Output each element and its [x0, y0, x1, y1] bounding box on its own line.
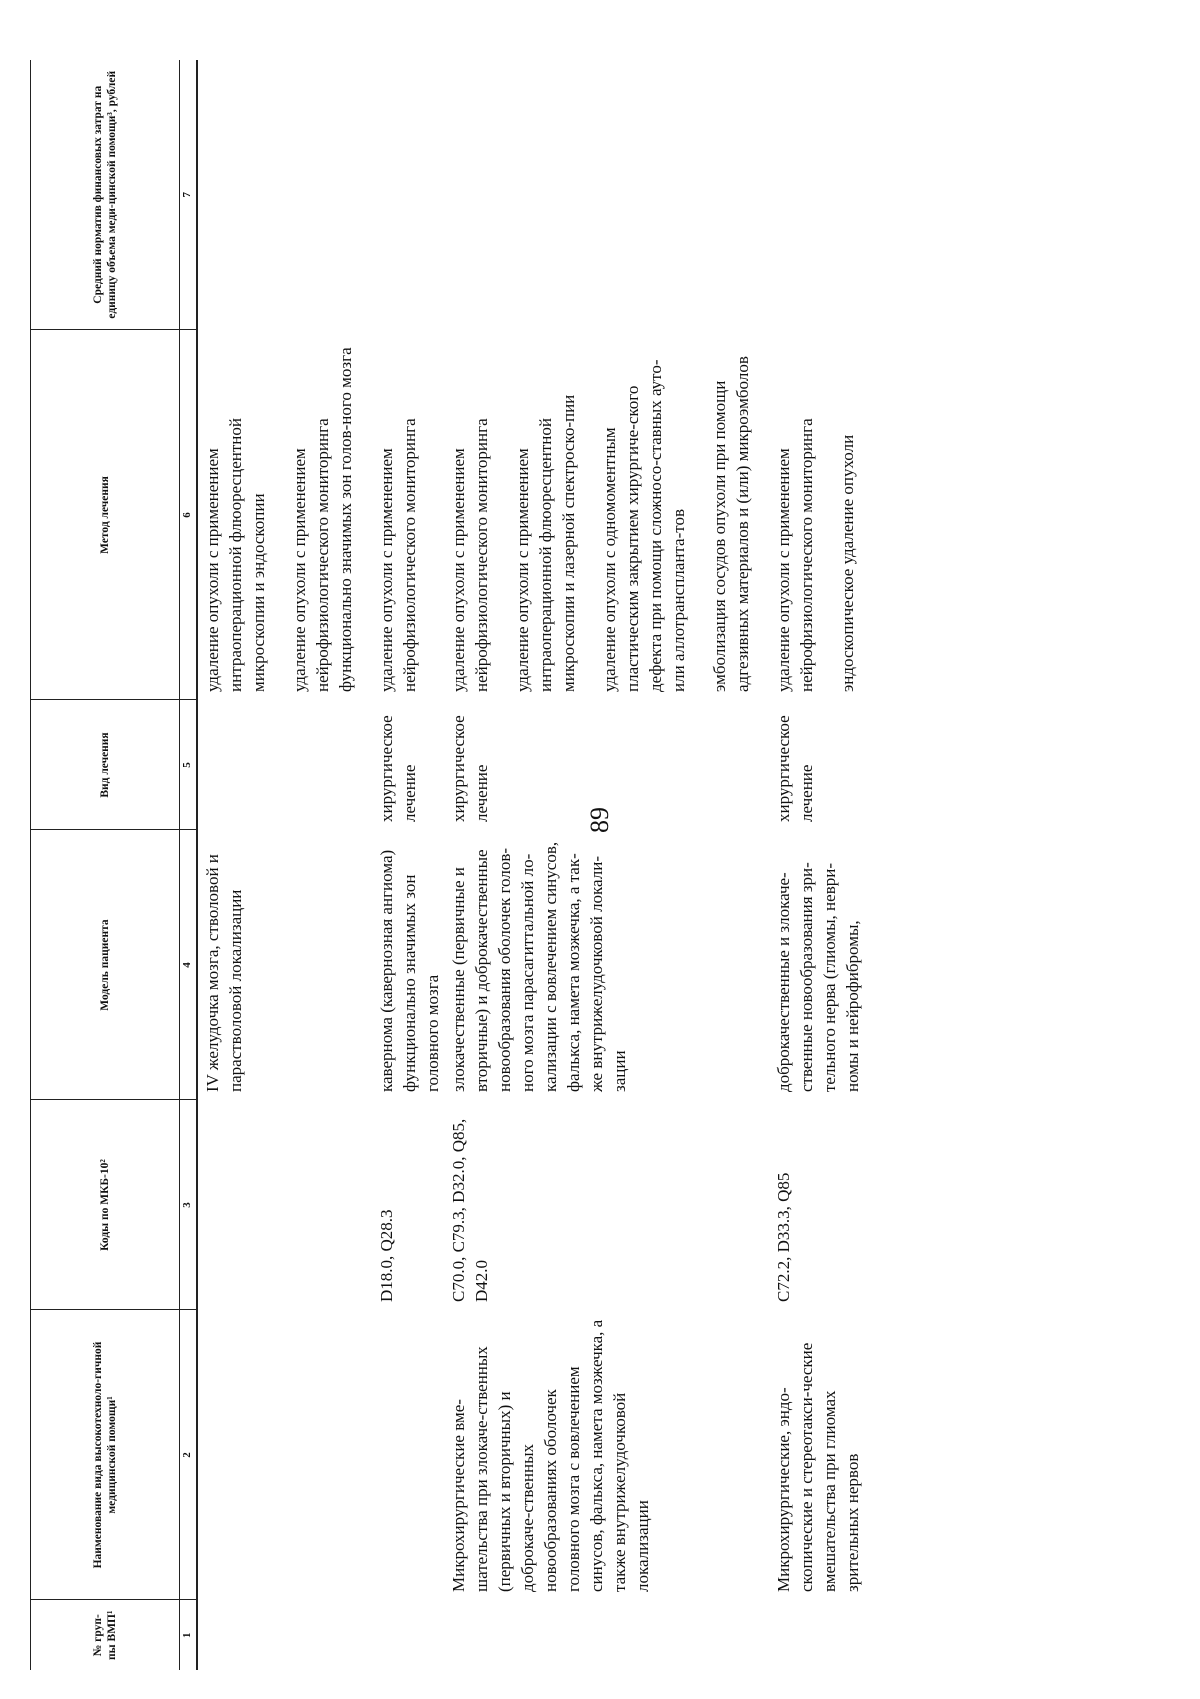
header-row: [31, 60, 180, 1670]
cell-icd-codes: [197, 1100, 372, 1310]
cell-treatment-method: [372, 330, 445, 700]
cell-group-number: [197, 1600, 372, 1670]
column-number: 1: [180, 1600, 198, 1670]
method-item: удаление опухоли с одномоментным пластическим закрытием хирургиче-ского дефекта при помощи сложносо-ставных ауто- или аллотранспланта-тов: [600, 359, 688, 692]
method-item: эндоскопическое удаление опухоли: [837, 434, 857, 692]
header-name: Наименование вида высокотехноло-гичной медицинской помощи¹: [31, 1310, 180, 1600]
column-number: 2: [180, 1310, 198, 1600]
column-number: 6: [180, 330, 198, 700]
cell-cost: [197, 60, 372, 330]
cell-name: Микрохирургические, эндо-скопические и стереотакси-ческие вмешательства при глиомах зрительных нервов: [773, 1342, 862, 1592]
vmp-table: [30, 60, 874, 1670]
method-item: удаление опухоли с применением интраоперационной флюоресцентной микроскопии и лазерной спектроско-пии: [513, 394, 579, 692]
cell-group-number: [769, 1600, 874, 1670]
column-number-row: [180, 60, 198, 1670]
method-item: удаление опухоли с применением нейрофизиологического мониторинга: [449, 418, 492, 692]
cell-treatment-type: [197, 700, 372, 830]
table-row: [197, 60, 372, 1670]
header-cost-standard: Средний норматив финансовых затрат на единицу объема меди-цинской помощи³, рублей: [31, 60, 180, 330]
header-patient-model: Модель пациента: [31, 830, 180, 1100]
cell-treatment-method: [769, 330, 874, 700]
rotated-table-area: [30, 60, 1170, 1670]
cell-name: Микрохирургические вме-шательства при злокаче-ственных (первичных и вторичных) и доброкаче-ственных новообразованиях оболочек головного мозга с вовлечением синусов, фалькса, намета мозжечка, а также внутрижелудочковой локализации: [449, 1319, 652, 1592]
cell-patient-model: доброкачественные и злокаче-ственные новообразования зри-тельного нерва (глиомы, неври-номы и нейрофибромы,: [773, 862, 862, 1092]
header-group-number: № груп-пы ВМП¹: [31, 1600, 180, 1670]
cell-icd-codes: D18.0, Q28.3: [376, 1209, 396, 1302]
column-number: 5: [180, 700, 198, 830]
cell-group-number: [444, 1600, 768, 1670]
cell-cost: [769, 60, 874, 330]
cell-group-number: [372, 1600, 445, 1670]
cell-patient-model: IV желудочка мозга, стволовой и парастволовой локализации: [203, 854, 245, 1092]
method-item: удаление опухоли с применением интраоперационной флюоресцентной микроскопии и эндоскопии: [203, 418, 268, 692]
cell-cost: [372, 60, 445, 330]
method-item: удаление опухоли с применением нейрофизиологического мониторинга: [376, 418, 419, 692]
column-number: 3: [180, 1100, 198, 1310]
cell-treatment-type: хирургическое лечение: [449, 715, 492, 822]
method-item: эмболизация сосудов опухоли при помощи адгезивных материалов и (или) микроэмболов: [709, 356, 752, 692]
cell-name: [372, 1310, 445, 1600]
page-number: 89: [585, 807, 614, 833]
cell-name: [197, 1310, 372, 1600]
method-item: удаление опухоли с применением нейрофизиологического мониторинга функционально значимых зон голов-ного мозга: [289, 347, 355, 692]
table-row: [769, 60, 874, 1670]
cell-treatment-method: [444, 330, 768, 700]
header-treatment-method: Метод лечения: [31, 330, 180, 700]
column-number: 4: [180, 830, 198, 1100]
table-row: [372, 60, 445, 1670]
cell-patient-model: кавернома (кавернозная ангиома) функционально значимых зон головного мозга: [376, 849, 442, 1092]
table-row: [444, 60, 768, 1670]
cell-icd-codes: C70.0, C79.3, D32.0, Q85, D42.0: [449, 1118, 492, 1302]
cell-patient-model: злокачественные (первичные и вторичные) и доброкачественные новообразования оболочек голов-ного мозга парасагиттальной ло-кализации с вовлечением синусов, фалькса, намета мозжечка, а так-же внутрижелудочковой локали-зации: [449, 841, 629, 1092]
header-treatment-type: Вид лечения: [31, 700, 180, 830]
column-number: 7: [180, 60, 198, 330]
cell-treatment-type: хирургическое лечение: [773, 715, 816, 822]
cell-icd-codes: C72.2, D33.3, Q85: [773, 1172, 793, 1302]
cell-treatment-method: [197, 330, 372, 700]
cell-treatment-type: хирургическое лечение: [376, 715, 419, 822]
method-item: удаление опухоли с применением нейрофизиологического мониторинга: [773, 418, 816, 692]
header-icd-codes: Коды по МКБ-10²: [31, 1100, 180, 1310]
cell-cost: [444, 60, 768, 330]
